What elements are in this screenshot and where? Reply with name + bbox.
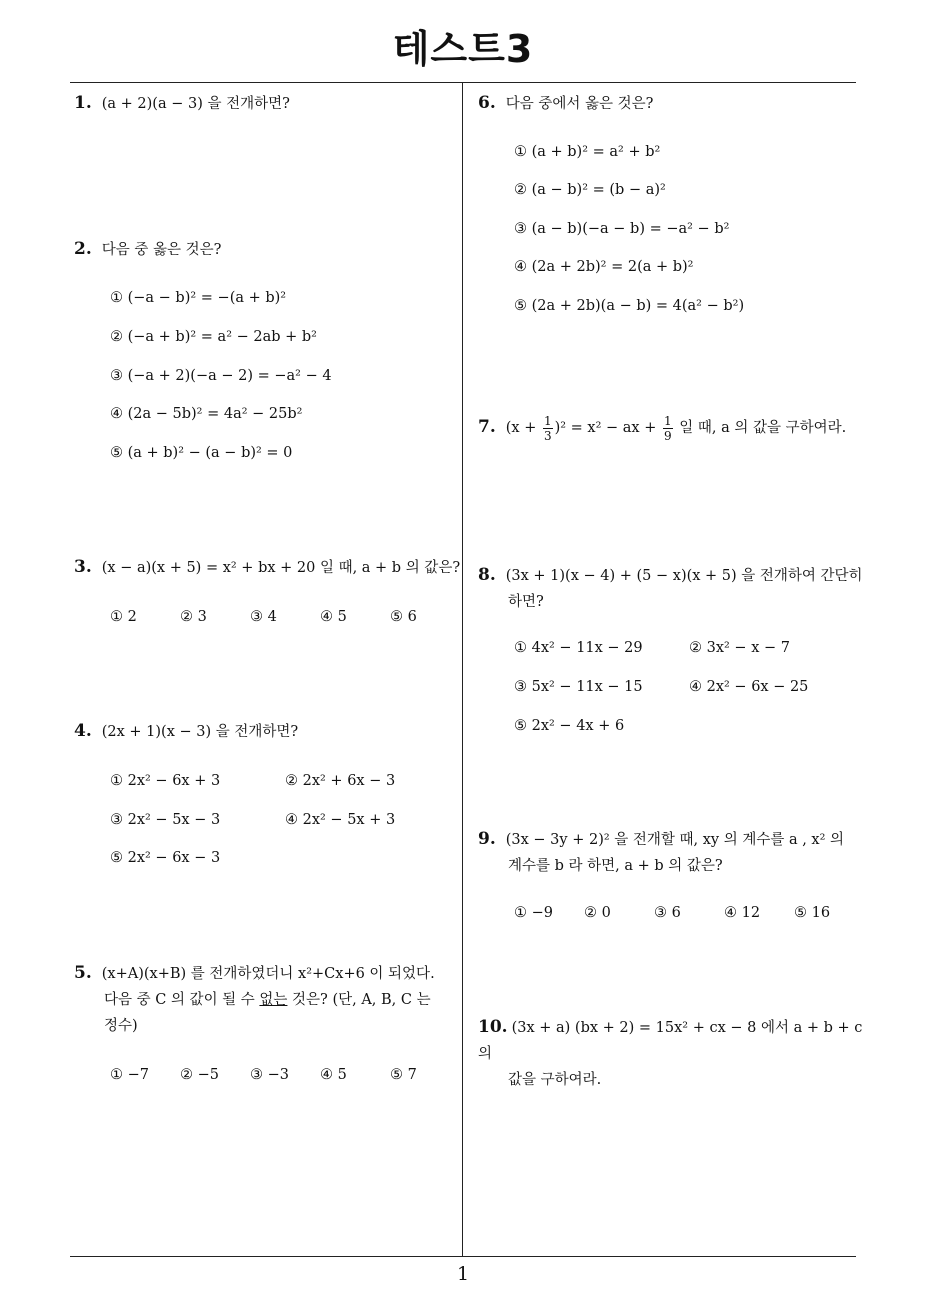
option-1[interactable]: ① −9 [514, 905, 553, 921]
option-3[interactable]: ③ 2x² − 5x − 3 [110, 812, 221, 828]
question-8 [478, 562, 863, 615]
option-2[interactable]: ② (−a + b)² = a² − 2ab + b² [110, 329, 317, 345]
question-10 [478, 1014, 863, 1093]
question-number: 6. [478, 93, 496, 113]
option-1[interactable]: ① (−a − b)² = −(a + b)² [110, 290, 287, 306]
option-2[interactable]: ② 3 [180, 609, 207, 625]
question-number: 5. [74, 963, 92, 983]
option-3[interactable]: ③ 6 [654, 905, 681, 921]
option-4[interactable]: ④ 12 [724, 905, 761, 921]
option-1[interactable]: ① 2 [110, 609, 137, 625]
option-5[interactable]: ⑤ (2a + 2b)(a − b) = 4(a² − b²) [514, 298, 745, 314]
question-text-line-2: 값을 구하여라. [508, 1072, 602, 1088]
option-1[interactable]: ① −7 [110, 1067, 149, 1083]
option-2[interactable]: ② 3x² − x − 7 [689, 640, 790, 656]
question-4 [74, 718, 298, 745]
question-number: 10. [478, 1017, 508, 1037]
page-number: 1 [456, 1263, 470, 1285]
question-5 [74, 960, 464, 1039]
question-1 [74, 90, 290, 117]
option-1[interactable]: ① 4x² − 11x − 29 [514, 640, 643, 656]
question-text: 다음 중 옳은 것은? [101, 242, 222, 258]
option-2[interactable]: ② 0 [584, 905, 611, 921]
question-text-line-3: 정수) [104, 1018, 138, 1034]
question-number: 7. [478, 417, 496, 437]
question-text-line-1: (3x + 1)(x − 4) + (5 − x)(x + 5) 을 전개하여 간단히 [505, 568, 863, 584]
option-4[interactable]: ④ 2x² − 5x + 3 [285, 812, 396, 828]
option-5[interactable]: ⑤ 2x² − 6x − 3 [110, 850, 221, 866]
option-4[interactable]: ④ 5 [320, 609, 347, 625]
question-number: 9. [478, 829, 496, 849]
equation-mid: )² = x² − ax + [554, 420, 657, 436]
option-1[interactable]: ① (a + b)² = a² + b² [514, 144, 661, 160]
fraction-one-third: $\frac{1}{3}$ [543, 413, 552, 443]
option-5[interactable]: ⑤ 16 [794, 905, 831, 921]
question-text: (a + 2)(a − 3) 을 전개하면? [101, 96, 290, 112]
question-number: 2. [74, 239, 92, 259]
emphasis-text: 없는 [259, 992, 288, 1008]
option-2[interactable]: ② (a − b)² = (b − a)² [514, 182, 666, 198]
option-3[interactable]: ③ 5x² − 11x − 15 [514, 679, 643, 695]
question-text-line-2: 하면? [508, 594, 544, 610]
question-text: 다음 중에서 옳은 것은? [505, 96, 654, 112]
question-text-line-1: (3x + a) (bx + 2) = 15x² + cx − 8 에서 a + b + c 의 [478, 1020, 863, 1062]
question-text-line-2a: 다음 중 C 의 값이 될 수 [104, 992, 260, 1008]
question-number: 4. [74, 721, 92, 741]
option-3[interactable]: ③ −3 [250, 1067, 289, 1083]
bottom-rule [70, 1256, 856, 1257]
question-text: (2x + 1)(x − 3) 을 전개하면? [101, 724, 299, 740]
question-text: 일 때, a 의 값을 구하여라. [679, 420, 847, 436]
option-4[interactable]: ④ 5 [320, 1067, 347, 1083]
option-1[interactable]: ① 2x² − 6x + 3 [110, 773, 221, 789]
option-4[interactable]: ④ 2x² − 6x − 25 [689, 679, 809, 695]
option-3[interactable]: ③ 4 [250, 609, 277, 625]
question-number: 3. [74, 557, 92, 577]
question-9 [478, 826, 863, 879]
question-2 [74, 236, 221, 263]
option-4[interactable]: ④ (2a − 5b)² = 4a² − 25b² [110, 406, 303, 422]
option-2[interactable]: ② −5 [180, 1067, 219, 1083]
option-4[interactable]: ④ (2a + 2b)² = 2(a + b)² [514, 259, 694, 275]
option-5[interactable]: ⑤ 7 [390, 1067, 417, 1083]
question-7 [478, 410, 846, 445]
option-3[interactable]: ③ (a − b)(−a − b) = −a² − b² [514, 221, 730, 237]
question-text-line-1: (x+A)(x+B) 를 전개하였더니 x²+Cx+6 이 되었다. [101, 966, 435, 982]
question-text-line-1: (3x − 3y + 2)² 을 전개할 때, xy 의 계수를 a , x² 의 [505, 832, 845, 848]
option-2[interactable]: ② 2x² + 6x − 3 [285, 773, 396, 789]
equation-lhs: (x + [505, 420, 537, 436]
option-5[interactable]: ⑤ 6 [390, 609, 417, 625]
question-text-line-2: 계수를 b 라 하면, a + b 의 값은? [508, 858, 723, 874]
question-text-line-2b: 것은? (단, A, B, C 는 [287, 992, 431, 1008]
top-rule [70, 82, 856, 83]
column-divider [462, 82, 463, 1257]
option-5[interactable]: ⑤ (a + b)² − (a − b)² = 0 [110, 445, 293, 461]
question-6 [478, 90, 653, 117]
fraction-one-ninth: $\frac{1}{9}$ [663, 413, 672, 443]
option-3[interactable]: ③ (−a + 2)(−a − 2) = −a² − 4 [110, 368, 332, 384]
question-number: 8. [478, 565, 496, 585]
page-title: 테스트3 [392, 27, 534, 71]
question-number: 1. [74, 93, 92, 113]
question-3 [74, 554, 460, 581]
option-5[interactable]: ⑤ 2x² − 4x + 6 [514, 718, 625, 734]
question-text: (x − a)(x + 5) = x² + bx + 20 일 때, a + b 의 값은? [101, 560, 461, 576]
